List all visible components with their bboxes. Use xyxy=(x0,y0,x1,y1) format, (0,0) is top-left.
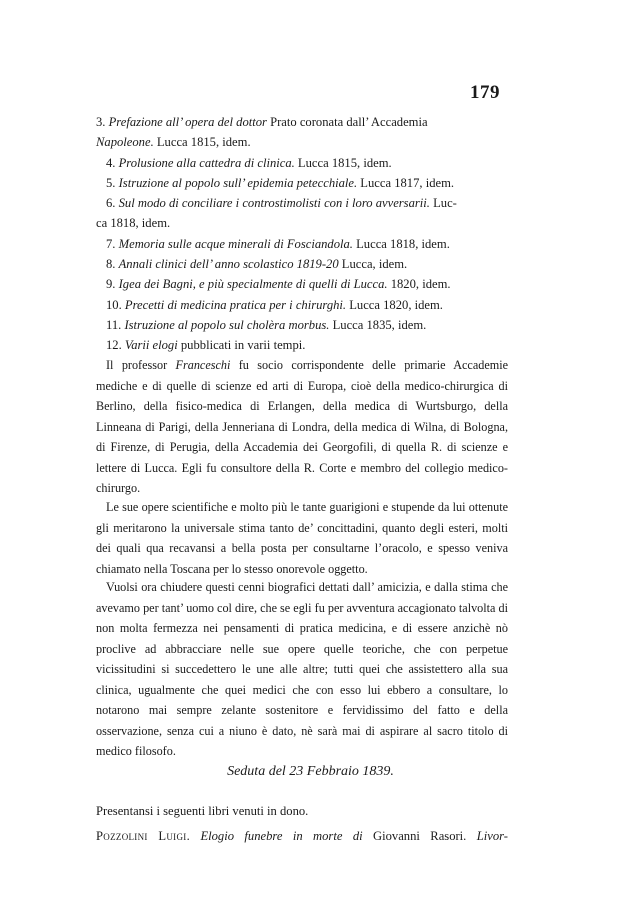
item-title: Napoleone. xyxy=(96,135,154,150)
item-number: 10. xyxy=(106,297,122,312)
item-text: ca 1818, idem. xyxy=(96,216,171,231)
paragraph-works-praise xyxy=(96,497,508,579)
item-text: Prato coronata dall’ Accademia xyxy=(266,115,428,129)
item-number: 3. xyxy=(96,115,106,129)
item-text: Lucca 1835, idem. xyxy=(329,317,427,332)
item-title: Prefazione all’ opera del dottor xyxy=(108,115,267,129)
list-item xyxy=(96,173,508,193)
list-item xyxy=(96,193,508,213)
author-name: Pozzolini Luigi. xyxy=(96,829,191,843)
item-number: 6. xyxy=(106,196,116,211)
donations-intro: Presentansi i seguenti libri venuti in dono. xyxy=(96,804,309,818)
list-item xyxy=(96,274,508,294)
item-text: Lucca 1818, idem. xyxy=(352,236,450,251)
paragraph-text: Vuolsi ora chiudere questi cenni biografici dettati dall’ amicizia, e dalla stima che avevamo per tant’ uomo col dire, che se egli fu per avventura accagionato talvolta di non molta fermezza nei pensamenti di pratica medicina, e di essere anzichè nò proclive ad abbracciare nelle sue opere quelle teoriche, che con perpetue vicissitudini si succedettero le une alle altre; tutti quei che assistettero alla sua clinica, ugualmente che quei medici che con esso lui ebbero a consultare, lo notarono mai sempre zelante sostenitore e fervidissimo del fatto e della osservazione, senza cui a niuno è dato, nè sarà mai di aspirare al sacro titolo di medico filosofo. xyxy=(96,580,508,758)
work-title-continued: Livor- xyxy=(476,829,508,843)
item-title: Memoria sulle acque minerali di Fosciandola. xyxy=(118,236,353,251)
list-item xyxy=(96,234,508,254)
item-text: Lucca 1815, idem. xyxy=(294,155,392,170)
list-item xyxy=(96,295,508,315)
item-number: 12. xyxy=(106,338,122,353)
item-number: 11. xyxy=(106,317,122,332)
paragraph-closing xyxy=(96,577,508,762)
item-number: 4. xyxy=(106,155,116,170)
item-title: Annali clinici dell’ anno scolastico 1819-20 xyxy=(118,257,339,272)
list-item xyxy=(96,315,508,335)
list-item-continuation xyxy=(96,213,508,233)
list-item xyxy=(96,153,508,173)
list-item xyxy=(96,112,508,132)
work-title: Elogio funebre in morte di xyxy=(200,829,363,843)
item-number: 8. xyxy=(106,257,116,272)
item-title: Varii elogi xyxy=(124,338,178,353)
item-text: Lucca 1820, idem. xyxy=(346,297,443,312)
paragraph-text: Il professor xyxy=(106,358,176,372)
item-text: pubblicati in varii tempi. xyxy=(177,338,306,353)
paragraph-academies xyxy=(96,355,508,499)
page-number: 179 xyxy=(470,82,500,103)
item-number: 5. xyxy=(106,175,116,190)
list-item-continuation xyxy=(96,132,508,152)
item-title: Istruzione al popolo sul cholèra morbus. xyxy=(124,317,330,332)
item-text: Lucca 1815, idem. xyxy=(153,135,251,150)
item-number: 7. xyxy=(106,236,116,251)
item-text: Luc- xyxy=(429,196,457,211)
item-title: Precetti di medicina pratica per i chirurghi. xyxy=(124,297,347,312)
item-title: Istruzione al popolo sull’ epidemia petecchiale. xyxy=(118,175,358,190)
list-item xyxy=(96,254,508,274)
session-heading: Seduta del 23 Febbraio 1839. xyxy=(227,764,394,779)
item-text: Lucca, idem. xyxy=(338,257,408,272)
item-text: Lucca 1817, idem. xyxy=(357,175,455,190)
person-name: Franceschi xyxy=(175,358,231,372)
donation-entry xyxy=(96,826,508,846)
item-title: Sul modo di conciliare i controstimolisti con i loro avversarii. xyxy=(118,196,430,211)
item-title: Prolusione alla cattedra di clinica. xyxy=(118,155,295,170)
item-text: 1820, idem. xyxy=(387,277,451,292)
works-list xyxy=(96,112,508,356)
item-number: 9. xyxy=(106,277,116,292)
entry-text: Giovanni Rasori. xyxy=(362,829,467,843)
paragraph-text: Le sue opere scientifiche e molto più le tante guarigioni e stupende da lui ottenute gli meritarono la universale stima tanto de’ concittadini, quanto degli esteri, molti dei quali qua recavansi a bella posta per consultarne l’oracolo, e spesso veniva chiamato nella Toscana per lo stesso onorevole oggetto. xyxy=(96,500,508,576)
paragraph-text: fu socio corrispondente delle primarie Accademie mediche e di quelle di scienze ed arti di Europa, cioè della medico-chirurgica di Berlino, della fisico-medica di Erlangen, della medica di Wurtsburgo, della Linneana di Parigi, della Jenneriana di Londra, della medica di Wilna, di Bologna, di Firenze, di Perugia, della Accademia dei Georgofili, di quella R. di scienze e lettere di Lucca. Egli fu consultore della R. Corte e membro del collegio medico-chirurgo. xyxy=(96,358,509,495)
item-title: Igea dei Bagni, e più specialmente di quelli di Lucca. xyxy=(118,277,388,292)
list-item xyxy=(96,335,508,355)
